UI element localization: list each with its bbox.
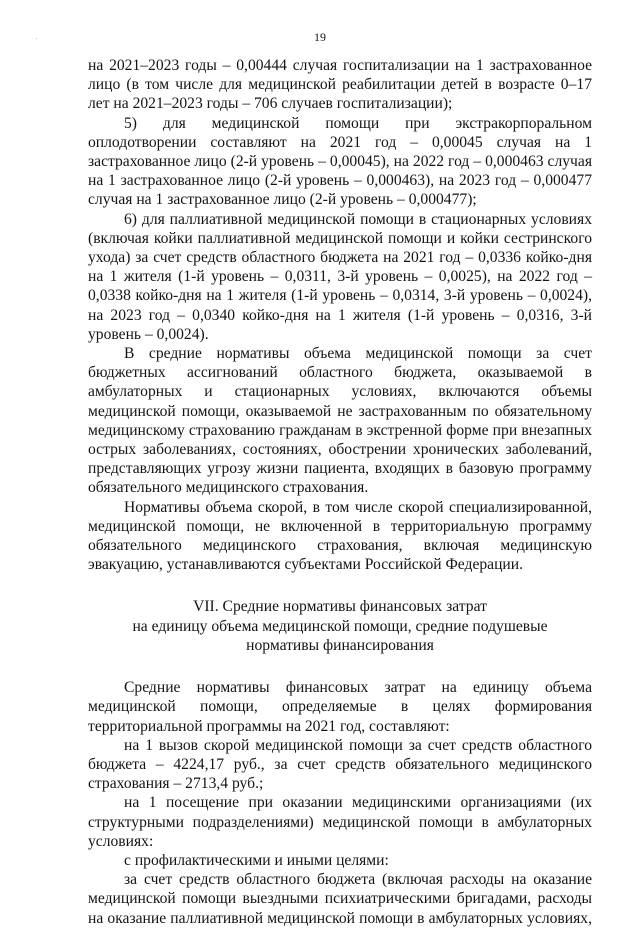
paragraph: на 2021–2023 годы – 0,00444 случая госпитализации на 1 застрахованное лицо (в том числе для медицинской реабилитации детей в возрасте 0–17 лет на 2021–2023 годы – 706 случаев госпитализации); — [88, 57, 592, 113]
scan-speck — [36, 38, 37, 39]
paragraph: с профилактическими и иными целями: — [124, 851, 389, 869]
section-heading-line-3: нормативы финансирования — [246, 636, 434, 654]
paragraph: В средние нормативы объема медицинской помощи за счет бюджетных ассигнований областного бюджета, оказываемой в амбулаторных и стационарных условиях, включаются объемы медицинской помощи, оказываемой не застрахованным по обязательному медицинскому страхованию гражданам в экстренной форме при внезапных острых заболеваниях, состояниях, обострении хронических заболеваний, представляющих угрозу жизни пациента, входящих в базовую программу обязательного медицинского страхования. — [88, 345, 592, 497]
document-body — [88, 56, 592, 928]
paragraph: Нормативы объема скорой, в том числе скорой специализированной, медицинской помощи, не включенной в территориальную программу обязательного медицинского страхования, включая медицинскую эвакуацию, устанавливаются субъектами Российской Федерации. — [88, 498, 592, 574]
section-heading-line-1: VII. Средние нормативы финансовых затрат — [193, 598, 487, 616]
paragraph: 6) для паллиативной медицинской помощи в стационарных условиях (включая койки паллиативной медицинской помощи и койки сестринского ухода) за счет средств областного бюджета на 2021 год – 0,0336 койко-дня на 1 жителя (1-й уровень – 0,0311, 3-й уровень – 0,0025), на 2022 год – 0,0338 койко-дня на 1 жителя (1-й уровень – 0,0314, 3-й уровень – 0,0024), на 2023 год – 0,0340 койко-дня на 1 жителя (1-й уровень – 0,0316, 3-й уровень – 0,0024). — [88, 210, 592, 343]
top-paragraphs — [88, 56, 592, 574]
paragraph: на 1 вызов скорой медицинской помощи за счет средств областного бюджета – 4224,17 руб., за счет средств обязательного медицинского страхования – 2713,4 руб.; — [88, 736, 592, 793]
section-heading-line-2: на единицу объема медицинской помощи, средние подушевые — [132, 617, 548, 635]
paragraph: на 1 посещение при оказании медицинскими организациями (их структурными подразделениями) медицинской помощи в амбулаторных условиях: — [88, 794, 592, 850]
paragraph: Средние нормативы финансовых затрат на единицу объема медицинской помощи, определяемые в целях формирования территориальной программы на 2021 год, составляют: — [88, 679, 592, 735]
section-heading — [88, 597, 592, 655]
paragraph: за счет средств областного бюджета (включая расходы на оказание медицинской помощи выездными психиатрическими бригадами, расходы на оказание паллиативной медицинской помощи в амбулаторных условиях, — [88, 871, 592, 927]
paragraph: 5) для медицинской помощи при экстракорпоральном оплодотворении составляют на 2021 год – 0,00045 случая на 1 застрахованное лицо (2-й уровень – 0,00045), на 2022 год – 0,000463 случая на 1 застрахованное лицо (2-й уровень – 0,000463), на 2023 год – 0,000477 случая на 1 застрахованное лицо (2-й уровень – 0,000477); — [88, 114, 592, 209]
bottom-paragraphs — [88, 678, 592, 928]
page-number: 19 — [314, 30, 326, 44]
